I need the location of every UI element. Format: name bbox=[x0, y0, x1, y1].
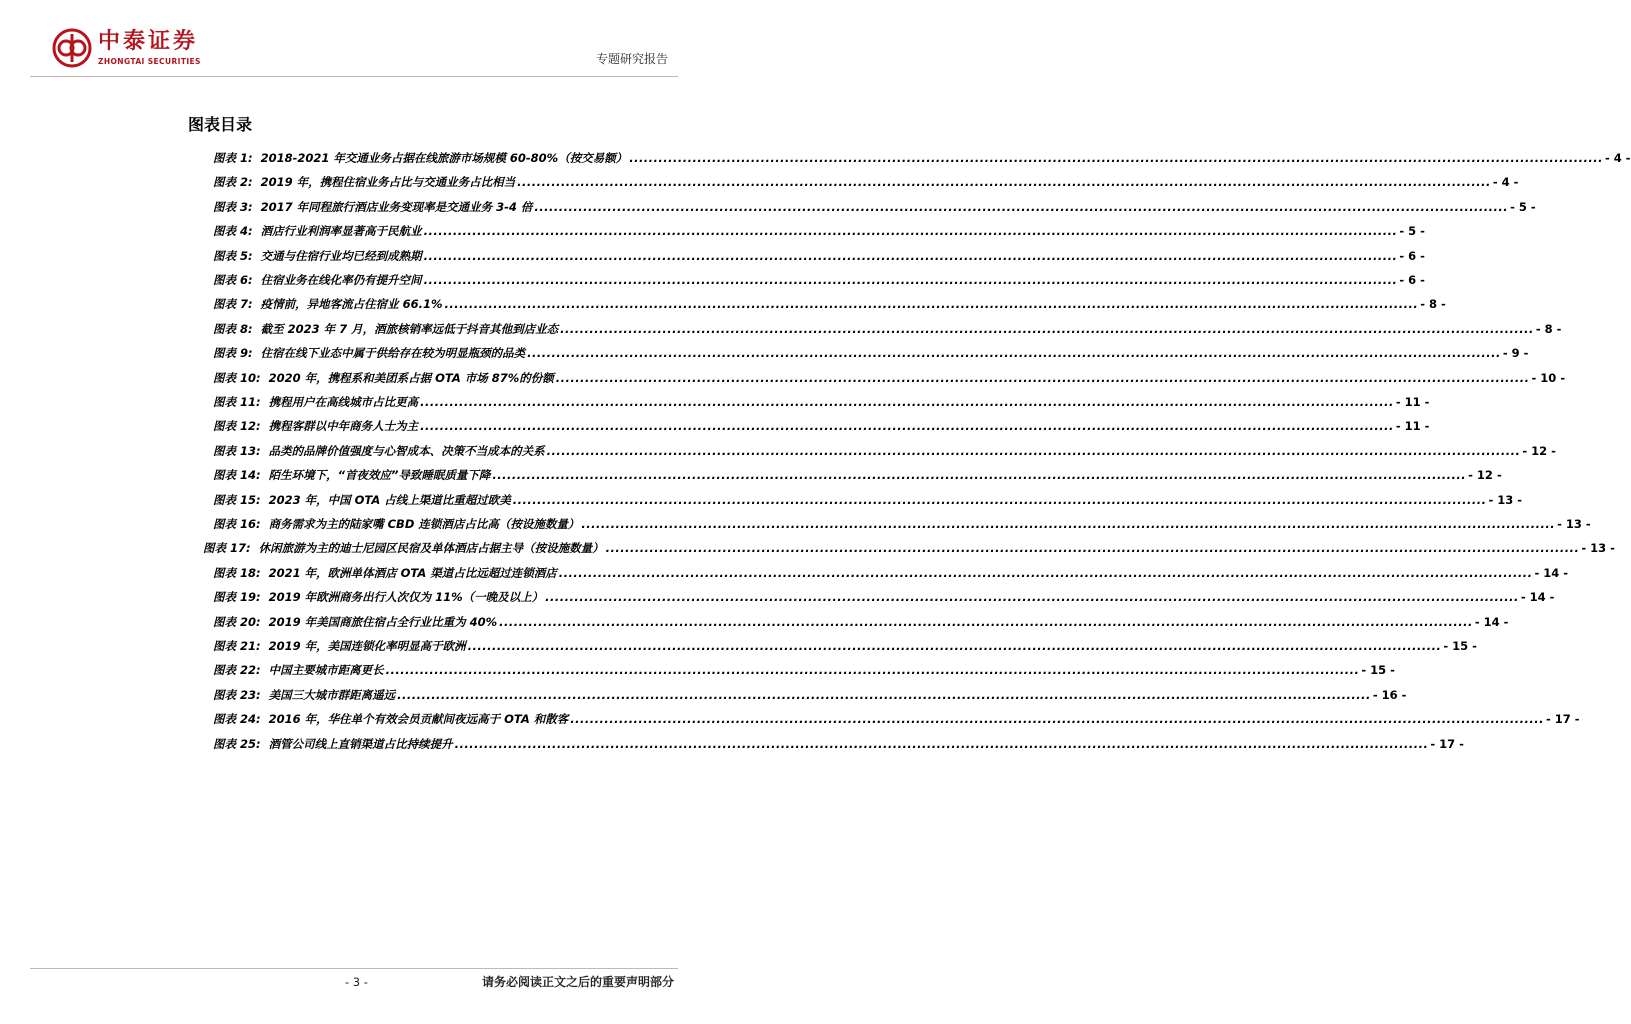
toc-entry-page: - 13 - bbox=[1488, 492, 1523, 507]
toc-entry[interactable] bbox=[213, 565, 1569, 581]
toc-entry-page: - 5 - bbox=[1510, 199, 1536, 214]
toc-entry[interactable] bbox=[213, 418, 1430, 434]
toc-entry-label: 图表 16: bbox=[213, 517, 261, 531]
toc-entry-label: 图表 8: bbox=[213, 321, 253, 336]
toc-entry[interactable] bbox=[213, 199, 1536, 215]
report-type-label: 专题研究报告 bbox=[595, 52, 668, 66]
toc-leader-dots: ........................................................................................................................................................................................................ bbox=[397, 687, 1371, 702]
toc-entry-label: 图表 20: bbox=[213, 614, 261, 629]
toc-leader-dots: ........................................................................................................................................................................................................ bbox=[527, 346, 1501, 361]
toc-entry-page: - 6 - bbox=[1399, 248, 1425, 263]
header-divider bbox=[30, 76, 678, 77]
toc-entry-text: 疫情前，异地客流占住宿业 66.1% bbox=[260, 297, 443, 312]
toc-entry[interactable] bbox=[213, 467, 1502, 483]
toc-entry[interactable] bbox=[213, 443, 1556, 459]
toc-entry-label: 图表 18: bbox=[213, 565, 261, 580]
toc-entry-text: 2018-2021 年交通业务占据在线旅游市场规模 60-80%（按交易额） bbox=[260, 151, 628, 165]
toc-entry-label: 图表 12: bbox=[213, 419, 261, 434]
toc-entry-page: - 5 - bbox=[1399, 224, 1425, 239]
toc-entry-label: 图表 15: bbox=[213, 492, 261, 507]
toc-leader-dots: ........................................................................................................................................................................................................ bbox=[492, 468, 1467, 483]
toc-entry-text: 交通与住宿行业均已经到成熟期 bbox=[260, 248, 422, 263]
toc-entry-page: - 17 - bbox=[1430, 736, 1464, 751]
toc-leader-dots: ........................................................................................................................................................................................................ bbox=[454, 736, 1429, 751]
toc-entry-text: 2020 年，携程系和美团系占据 OTA 市场 87%的份额 bbox=[268, 370, 554, 385]
toc-leader-dots: ........................................................................................................................................................................................................ bbox=[605, 541, 1580, 556]
footer-divider bbox=[30, 968, 678, 969]
toc-entry[interactable] bbox=[213, 589, 1555, 605]
toc-entry-label: 图表 7: bbox=[213, 297, 253, 312]
toc-leader-dots: ........................................................................................................................................................................................................ bbox=[555, 370, 1530, 385]
toc-entry[interactable] bbox=[213, 614, 1509, 630]
toc-entry[interactable] bbox=[213, 394, 1430, 410]
logo-chinese-name: 中泰证券 bbox=[98, 29, 199, 54]
toc-entry-text: 陌生环境下，“首夜效应”导致睡眠质量下降 bbox=[268, 468, 491, 483]
toc-entry-page: - 6 - bbox=[1399, 273, 1425, 287]
toc-leader-dots: ........................................................................................................................................................................................................ bbox=[560, 321, 1534, 336]
toc-entry-page: - 11 - bbox=[1395, 395, 1430, 409]
toc-entry-text: 商务需求为主的陆家嘴 CBD 连锁酒店占比高（按设施数量） bbox=[268, 517, 580, 531]
toc-leader-dots: ........................................................................................................................................................................................................ bbox=[517, 175, 1491, 190]
toc-entry-label: 图表 13: bbox=[213, 443, 261, 458]
toc-entry-text: 住宿业务在线化率仍有提升空间 bbox=[260, 273, 422, 287]
toc-entry[interactable] bbox=[213, 370, 1566, 386]
toc-entry-label: 图表 14: bbox=[213, 468, 261, 483]
toc-entry-text: 2019 年美国商旅住宿占全行业比重为 40% bbox=[268, 614, 498, 629]
toc-entry-text: 截至 2023 年 7 月，酒旅核销率远低于抖音其他到店业态 bbox=[260, 321, 559, 336]
toc-entry[interactable] bbox=[213, 516, 1591, 532]
toc-entry-page: - 4 - bbox=[1492, 175, 1519, 190]
toc-entry-text: 休闲旅游为主的迪士尼园区民宿及单体酒店占据主导（按设施数量） bbox=[258, 541, 604, 556]
toc-entry[interactable] bbox=[213, 638, 1477, 654]
toc-entry-page: - 17 - bbox=[1546, 712, 1580, 727]
toc-entry-text: 住宿在线下业态中属于供给存在较为明显瓶颈的品类 bbox=[260, 346, 526, 361]
toc-entry-text: 2023 年，中国 OTA 占线上渠道比重超过欧美 bbox=[268, 492, 511, 507]
toc-entry[interactable] bbox=[213, 174, 1519, 190]
toc-entry-text: 美国三大城市群距离遥远 bbox=[268, 687, 396, 702]
toc-leader-dots: ........................................................................................................................................................................................................ bbox=[423, 248, 1398, 263]
toc-leader-dots: ........................................................................................................................................................................................................ bbox=[499, 614, 1473, 629]
toc-leader-dots: ........................................................................................................................................................................................................ bbox=[558, 565, 1533, 580]
toc-entry[interactable] bbox=[213, 150, 1631, 166]
toc-entry[interactable] bbox=[213, 711, 1580, 727]
toc-leader-dots: ........................................................................................................................................................................................................ bbox=[570, 712, 1544, 727]
toc-entry-page: - 10 - bbox=[1531, 370, 1566, 385]
toc-leader-dots: ........................................................................................................................................................................................................ bbox=[385, 663, 1360, 678]
toc-entry[interactable] bbox=[213, 248, 1425, 264]
toc-entry-label: 图表 6: bbox=[213, 273, 253, 287]
toc-entry-page: - 11 - bbox=[1395, 419, 1430, 434]
toc-leader-dots: ........................................................................................................................................................................................................ bbox=[546, 443, 1521, 458]
zhongtai-logo-icon bbox=[52, 28, 92, 68]
toc-leader-dots: ........................................................................................................................................................................................................ bbox=[467, 639, 1442, 653]
toc-entry-text: 2019 年欧洲商务出行人次仅为 11%（一晚及以上） bbox=[268, 590, 544, 605]
toc-entry-text: 品类的品牌价值强度与心智成本、决策不当成本的关系 bbox=[268, 443, 545, 458]
toc-leader-dots: ........................................................................................................................................................................................................ bbox=[512, 492, 1487, 507]
toc-entry-page: - 14 - bbox=[1534, 565, 1569, 580]
toc-entry-page: - 14 - bbox=[1520, 590, 1555, 605]
toc-leader-dots: ........................................................................................................................................................................................................ bbox=[420, 395, 1394, 409]
toc-entry-text: 2021 年，欧洲单体酒店 OTA 渠道占比远超过连锁酒店 bbox=[268, 565, 557, 580]
toc-entry-page: - 15 - bbox=[1361, 663, 1395, 678]
toc-entry-text: 携程客群以中年商务人士为主 bbox=[268, 419, 419, 434]
toc-entry-text: 2017 年同程旅行酒店业务变现率是交通业务 3-4 倍 bbox=[260, 199, 533, 214]
toc-leader-dots: ........................................................................................................................................................................................................ bbox=[581, 517, 1556, 531]
toc-leader-dots: ........................................................................................................................................................................................................ bbox=[629, 151, 1603, 165]
toc-entry[interactable] bbox=[213, 662, 1395, 678]
toc-entry-page: - 14 - bbox=[1474, 614, 1509, 629]
toc-entry-label: 图表 10: bbox=[213, 370, 261, 385]
toc-entry-page: - 8 - bbox=[1420, 297, 1446, 312]
toc-entry-text: 携程用户在高线城市占比更高 bbox=[268, 395, 419, 409]
toc-entry-label: 图表 1: bbox=[213, 151, 253, 165]
toc-entry[interactable] bbox=[213, 272, 1425, 288]
toc-entry-page: - 12 - bbox=[1468, 468, 1502, 483]
toc-entry-label: 图表 3: bbox=[213, 199, 253, 214]
toc-entry[interactable] bbox=[213, 296, 1446, 312]
toc-leader-dots: ........................................................................................................................................................................................................ bbox=[423, 273, 1398, 287]
toc-entry-text: 酒管公司线上直销渠道占比持续提升 bbox=[268, 736, 453, 751]
toc-entry[interactable] bbox=[213, 492, 1523, 508]
toc-leader-dots: ........................................................................................................................................................................................................ bbox=[545, 590, 1519, 605]
toc-leader-dots: ........................................................................................................................................................................................................ bbox=[420, 419, 1394, 434]
footer-disclaimer: 请务必阅读正文之后的重要声明部分 bbox=[481, 975, 674, 989]
toc-entry-page: - 13 - bbox=[1581, 541, 1615, 556]
toc-leader-dots: ........................................................................................................................................................................................................ bbox=[444, 297, 1419, 312]
toc-entry-page: - 13 - bbox=[1557, 517, 1591, 531]
toc-entry-label: 图表 5: bbox=[213, 248, 253, 263]
toc-entry-label: 图表 25: bbox=[213, 736, 261, 751]
toc-entry-text: 酒店行业利润率显著高于民航业 bbox=[260, 224, 422, 239]
toc-entry[interactable] bbox=[213, 321, 1562, 337]
toc-entry-page: - 4 - bbox=[1604, 151, 1631, 165]
toc-entry-page: - 15 - bbox=[1443, 639, 1477, 653]
logo-english-name: ZHONGTAI SECURITIES bbox=[98, 57, 201, 66]
toc-entry[interactable] bbox=[213, 736, 1464, 752]
toc-entry-label: 图表 9: bbox=[213, 346, 253, 361]
toc-entry[interactable] bbox=[213, 223, 1425, 239]
toc-entry-label: 图表 23: bbox=[213, 687, 261, 702]
toc-entry[interactable] bbox=[213, 345, 1529, 361]
toc-entry-label: 图表 11: bbox=[213, 395, 261, 409]
toc-entry-page: - 16 - bbox=[1372, 687, 1407, 702]
toc-entry-text: 2016 年，华住单个有效会员贡献间夜远高于 OTA 和散客 bbox=[268, 712, 569, 727]
toc-entry-label: 图表 4: bbox=[213, 224, 253, 239]
toc-entry-label: 图表 22: bbox=[213, 663, 261, 678]
toc-entry[interactable] bbox=[203, 540, 1615, 556]
toc-entry-label: 图表 2: bbox=[213, 175, 253, 190]
toc-entry-page: - 8 - bbox=[1535, 321, 1562, 336]
toc-entry-label: 图表 17: bbox=[203, 541, 251, 556]
toc-entry-text: 2019 年，美国连锁化率明显高于欧洲 bbox=[268, 639, 466, 653]
toc-title: 图表目录 bbox=[188, 115, 253, 134]
toc-entry-text: 2019 年，携程住宿业务占比与交通业务占比相当 bbox=[260, 175, 516, 190]
toc-entry-page: - 9 - bbox=[1502, 346, 1529, 361]
page-number: - 3 - bbox=[345, 975, 368, 989]
toc-entry-page: - 12 - bbox=[1522, 443, 1556, 458]
toc-entry-text: 中国主要城市距离更长 bbox=[268, 663, 384, 678]
page-header bbox=[0, 0, 724, 80]
toc-entry[interactable] bbox=[213, 687, 1407, 703]
toc-entry-label: 图表 19: bbox=[213, 590, 261, 605]
toc-leader-dots: ........................................................................................................................................................................................................ bbox=[534, 199, 1509, 214]
toc-entry-label: 图表 24: bbox=[213, 712, 261, 727]
toc-leader-dots: ........................................................................................................................................................................................................ bbox=[423, 224, 1398, 239]
toc-entry-label: 图表 21: bbox=[213, 639, 261, 653]
